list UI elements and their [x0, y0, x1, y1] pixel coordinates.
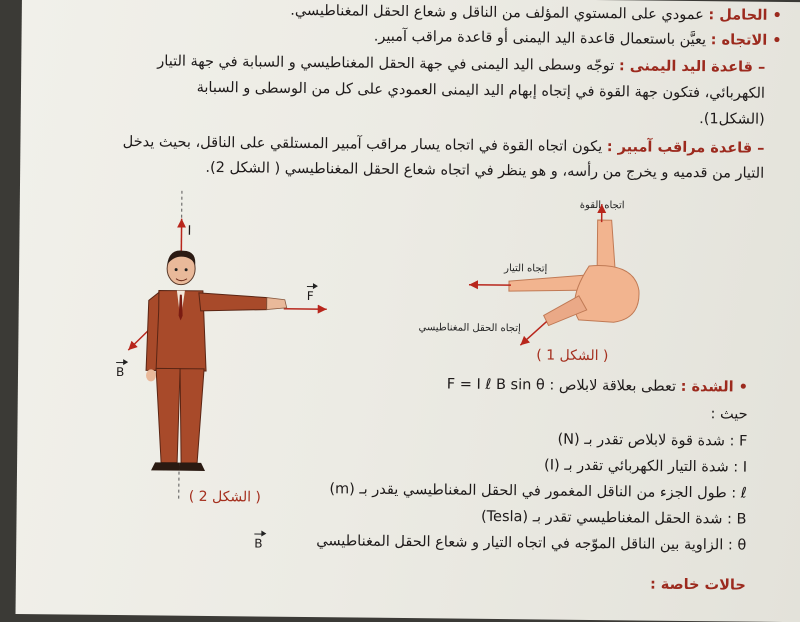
fig2-label-B: B	[116, 365, 124, 379]
right-hand-line1	[157, 53, 765, 75]
right-hand-text3: (الشكل1).	[699, 111, 765, 128]
textbook-page	[16, 0, 800, 622]
ampere-text2: التيار من قدميه و يخرج من رأسه، و هو ينظر في اتجاه شعاع الحقل المغناطيسي ( الشكل 2).	[205, 160, 764, 182]
def-B-line	[481, 509, 747, 528]
figure2-caption: ( الشكل 2 )	[189, 489, 261, 506]
def-I: شدة التيار الكهربائي تقدر بـ (I)	[544, 457, 729, 475]
ampere-line2	[205, 160, 764, 182]
def-theta-B-vector: B	[254, 536, 262, 550]
right-hand-text2: الكهربائي، فتكون جهة القوة في إتجاه إبهام اليد اليمنى العمودي على كل من الوسطى و السبابة	[197, 80, 766, 102]
right-hand-text1: توجّه وسطى اليد اليمنى في جهة الحقل المغناطيسي و السبابة في جهة التيار	[157, 53, 614, 74]
sym-F: F :	[729, 433, 747, 449]
haythu: حيث :	[710, 406, 747, 422]
def-l: طول الجزء من الناقل المغمور في الحقل المغناطيسي يقدر بـ (m)	[329, 481, 727, 501]
figure2-ampere-man	[97, 190, 420, 513]
def-B: شدة الحقل المغناطيسي تقدر بـ (Tesla)	[481, 509, 723, 528]
ittijah-text: يعيَّن باستعمال قاعدة اليد اليمنى أو قاعدة مراقب آمبير.	[374, 29, 706, 48]
sym-I: I :	[733, 459, 747, 475]
hamil-line	[290, 3, 782, 24]
def-theta: الزاوية بين الناقل الموّجه في اتجاه التيار و شعاع الحقل المغناطيسي	[316, 533, 723, 553]
figure1-caption: ( الشكل 1 )	[536, 347, 608, 364]
fig1-force-label: اتجاه القوة	[580, 200, 625, 211]
fig1-field-label: إتجاه الحقل المغناطيسي	[418, 322, 520, 334]
hamil-label: • الحامل :	[708, 7, 782, 24]
shidda-text: تعطى بعلاقة لابلاص :	[549, 378, 676, 395]
laplace-formula: F = I ℓ B sin θ	[447, 376, 545, 393]
shidda-line	[447, 376, 748, 395]
right-hand-label: – قاعدة اليد اليمنى :	[619, 58, 766, 76]
def-I-line	[544, 457, 747, 475]
shidda-label: • الشدة :	[681, 379, 748, 396]
def-F: شدة قوة لابلاص تقدر بـ (N)	[557, 432, 725, 450]
halat-heading: حالات خاصة :	[650, 577, 746, 594]
sym-l: ℓ :	[731, 485, 747, 501]
ampere-line1	[123, 134, 765, 157]
right-hand-line3	[699, 111, 765, 128]
ampere-text1: يكون اتجاه القوة في اتجاه يسار مراقب آمبير المستلقي على الناقل، بحيث يدخل	[123, 134, 603, 155]
ittijah-line	[374, 29, 782, 49]
ampere-label: – قاعدة مراقب آمبير :	[607, 139, 765, 157]
fig1-current-label: إتجاه التيار	[504, 263, 547, 274]
sym-B: B :	[727, 511, 747, 527]
fig2-label-I: I	[187, 224, 191, 239]
ittijah-label: • الاتجاه :	[711, 32, 782, 49]
fig2-label-F: F	[307, 289, 314, 303]
sym-theta: θ :	[728, 537, 747, 553]
hamil-text: عمودي على المستوي المؤلف من الناقل و شعاع الحقل المغناطيسي.	[290, 3, 704, 23]
figure1-right-hand	[448, 198, 690, 361]
right-hand-line2	[197, 80, 766, 102]
def-F-line	[557, 432, 747, 450]
def-theta-line	[316, 533, 746, 554]
